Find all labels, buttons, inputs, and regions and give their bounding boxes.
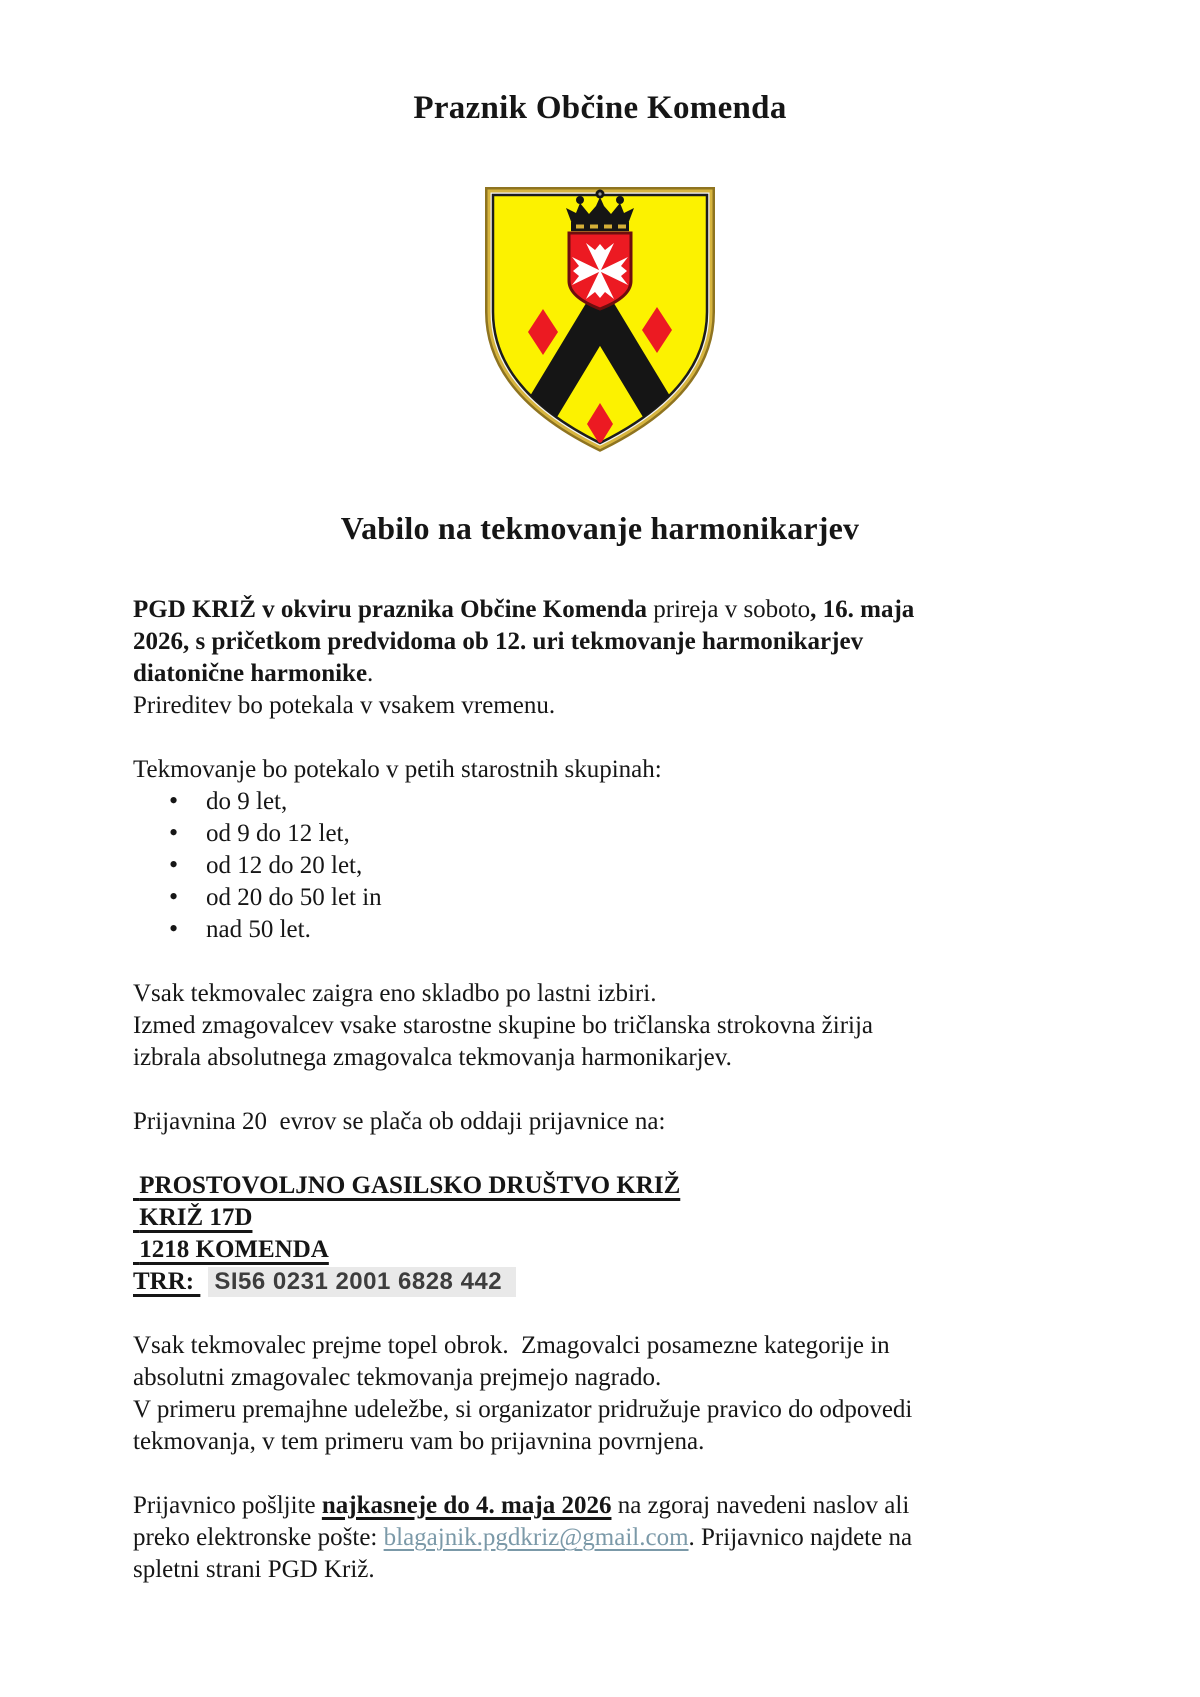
org-street-text: KRIŽ 17D xyxy=(139,1204,253,1231)
org-city xyxy=(133,1234,1074,1266)
age-groups-list xyxy=(133,786,1074,946)
coat-of-arms-graphic xyxy=(482,184,718,456)
malta-cross-shield xyxy=(569,233,631,309)
rules-paragraph xyxy=(133,978,1074,1074)
trr-label: TRR: xyxy=(133,1268,201,1295)
document-body xyxy=(0,594,1200,1586)
intro-bold-2: , 16. maja xyxy=(810,596,915,623)
text-line: izbrala absolutnega zmagovalca tekmovanja harmonikarjev. xyxy=(133,1044,732,1071)
intro-paragraph xyxy=(133,594,1074,722)
org-name xyxy=(133,1170,1074,1202)
submit-regular-3: preko elektronske pošte: xyxy=(133,1524,384,1551)
page-title: Praznik Občine Komenda xyxy=(413,90,787,126)
intro-regular-1: prireja v soboto xyxy=(646,596,811,623)
text-line: spletni strani PGD Križ. xyxy=(133,1556,375,1583)
submit-regular-4: . Prijavnico najdete na xyxy=(688,1524,913,1551)
org-street xyxy=(133,1202,1074,1234)
address-block xyxy=(133,1170,1074,1298)
intro-bold-3: diatonične harmonike xyxy=(133,660,368,687)
komenda-coat-of-arms xyxy=(482,184,718,456)
text-line: 2026, s pričetkom predvidoma ob 12. uri tekmovanje harmonikarjev xyxy=(133,628,864,655)
text-line: Prijavnina 20 evrov se plača ob oddaji prijavnice na: xyxy=(133,1108,666,1135)
text-line: Vsak tekmovalec zaigra eno skladbo po lastni izbiri. xyxy=(133,980,657,1007)
trr-line xyxy=(133,1266,1074,1298)
text-line: absolutni zmagovalec tekmovanja prejmejo nagrado. xyxy=(133,1364,662,1391)
text-line xyxy=(133,1490,1074,1522)
email-link[interactable]: blagajnik.pgdkriz@gmail.com xyxy=(383,1524,689,1551)
org-city-text: 1218 KOMENDA xyxy=(139,1236,329,1263)
list-item: • do 9 let, xyxy=(169,786,1074,818)
list-item: • od 20 do 50 let in xyxy=(169,882,1074,914)
intro-regular-2: . xyxy=(367,660,374,687)
invitation-heading: Vabilo na tekmovanje harmonikarjev xyxy=(340,510,860,546)
fee-paragraph xyxy=(133,1106,1074,1138)
age-groups-heading: Tekmovanje bo potekalo v petih starostnih skupinah: xyxy=(133,756,662,783)
submit-regular-2: na zgoraj navedeni naslov ali xyxy=(611,1492,910,1519)
age-groups-section xyxy=(133,754,1074,946)
text-line xyxy=(133,658,1074,690)
list-item: • nad 50 let. xyxy=(169,914,1074,946)
text-line: Prireditev bo potekala v vsakem vremenu. xyxy=(133,692,556,719)
text-line: Vsak tekmovalec prejme topel obrok. Zmagovalci posamezne kategorije in xyxy=(133,1332,890,1359)
info-paragraph xyxy=(133,1330,1074,1458)
deadline-text: najkasneje do 4. maja 2026 xyxy=(321,1492,612,1519)
text-line xyxy=(133,1522,1074,1554)
text-line xyxy=(133,594,1074,626)
text-line: Izmed zmagovalcev vsake starostne skupine bo tričlanska strokovna žirija xyxy=(133,1012,874,1039)
submit-regular-1: Prijavnico pošljite xyxy=(133,1492,322,1519)
text-line: tekmovanja, v tem primeru vam bo prijavnina povrnjena. xyxy=(133,1428,705,1455)
list-item: • od 9 do 12 let, xyxy=(169,818,1074,850)
org-name-text: PROSTOVOLJNO GASILSKO DRUŠTVO KRIŽ xyxy=(139,1172,681,1199)
intro-bold-1: PGD KRIŽ v okviru praznika Občine Komenda xyxy=(133,596,647,623)
list-item: • od 12 do 20 let, xyxy=(169,850,1074,882)
text-line: V primeru premajhne udeležbe, si organizator pridružuje pravico do odpovedi xyxy=(133,1396,913,1423)
bank-account-number: SI56 0231 2001 6828 442 xyxy=(208,1267,516,1297)
submission-paragraph xyxy=(133,1490,1074,1586)
